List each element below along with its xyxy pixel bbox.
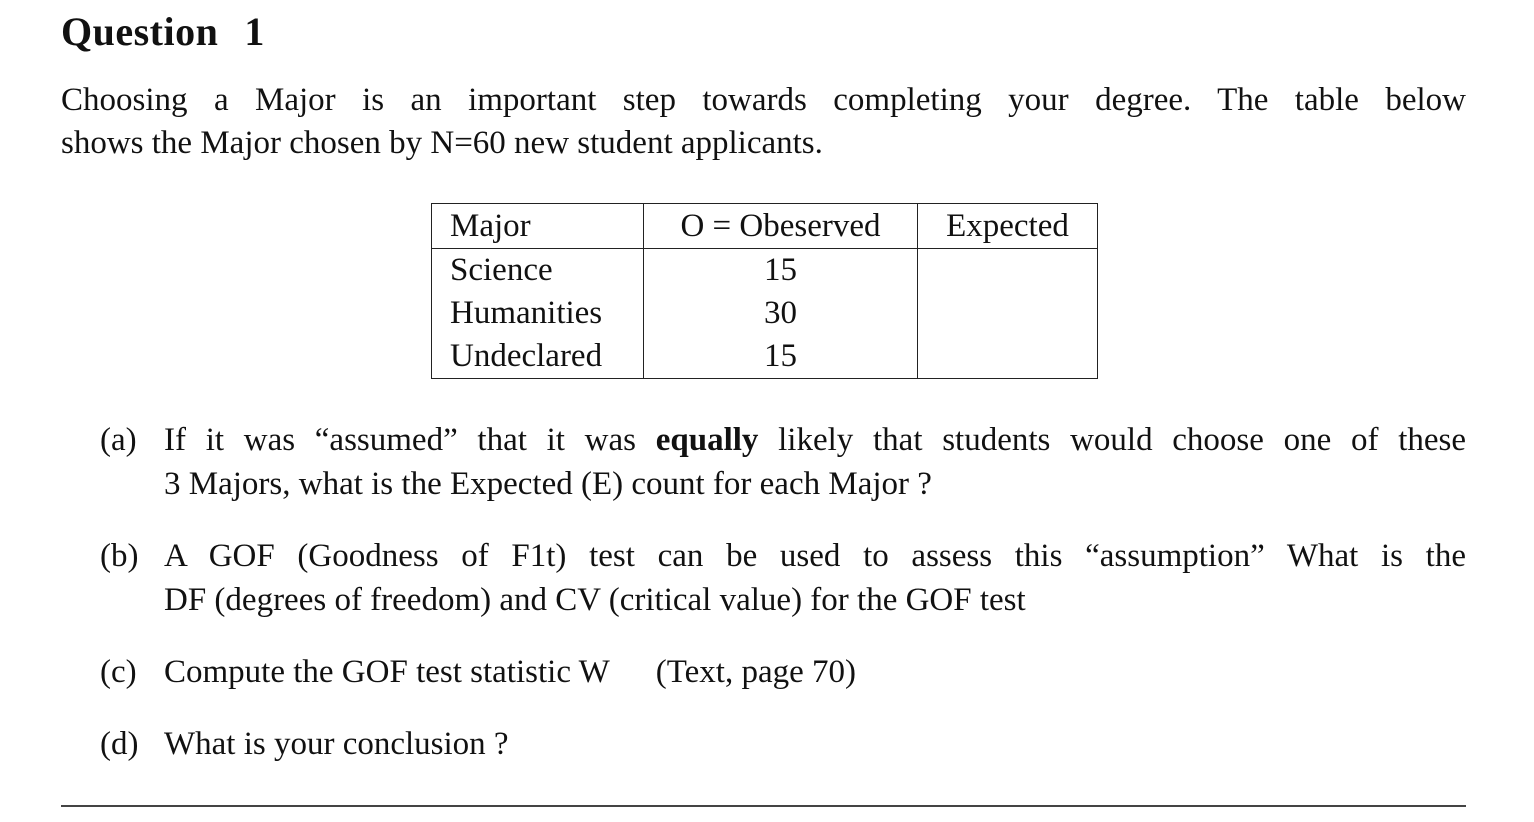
part-b-line-2: DF (degrees of freedom) and CV (critical value) for the GOF test (164, 582, 1026, 618)
part-a-line-2: 3 Majors, what is the Expected (E) count for each Major ? (164, 466, 932, 502)
part-c-question: Compute the GOF test statistic W (164, 654, 610, 690)
bottom-divider (61, 805, 1466, 807)
question-heading: Question (61, 9, 219, 54)
majors-table (431, 203, 1098, 379)
question-title (61, 8, 265, 55)
intro-line-1: Choosing a Major is an important step towards completing your degree. The table below (61, 82, 1466, 118)
header-expected: Expected (918, 204, 1098, 249)
part-a-text (164, 418, 1466, 506)
intro-line-2: shows the Major chosen by N=60 new student applicants. (61, 125, 823, 161)
emphasis-equally: equally (655, 422, 759, 458)
table-row (432, 335, 1098, 379)
part-c-reference: (Text, page 70) (655, 654, 856, 690)
intro-paragraph (61, 79, 1466, 165)
cell-major: Undeclared (432, 335, 644, 379)
header-major: Major (432, 204, 644, 249)
part-c-text (164, 650, 1466, 694)
part-a-line-1 (164, 418, 1466, 462)
part-b (100, 534, 1466, 622)
part-a-line-1-end: likely that students would choose one of these (758, 422, 1467, 458)
part-a-label: (a) (100, 422, 137, 458)
part-a (100, 418, 1466, 506)
table-row (432, 292, 1098, 335)
cell-expected (918, 335, 1098, 379)
cell-expected (918, 249, 1098, 293)
part-b-text (164, 534, 1466, 622)
part-c (100, 650, 1466, 694)
cell-observed: 15 (644, 249, 918, 293)
cell-observed: 30 (644, 292, 918, 335)
part-d-label: (d) (100, 726, 139, 762)
part-a-line-1-start: If it was “assumed” that it was (164, 422, 656, 458)
cell-observed: 15 (644, 335, 918, 379)
cell-major: Humanities (432, 292, 644, 335)
part-c-label: (c) (100, 654, 137, 690)
header-observed: O = Obeserved (644, 204, 918, 249)
question-number: 1 (244, 9, 265, 54)
part-b-line-1: A GOF (Goodness of F1t) test can be used to assess this “assumption” What is the (164, 538, 1466, 574)
question-parts (100, 418, 1466, 766)
cell-expected (918, 292, 1098, 335)
table-row (432, 249, 1098, 293)
table-header-row (432, 204, 1098, 249)
part-d (100, 722, 1466, 766)
part-d-text: What is your conclusion ? (164, 726, 509, 762)
cell-major: Science (432, 249, 644, 293)
part-b-label: (b) (100, 538, 139, 574)
